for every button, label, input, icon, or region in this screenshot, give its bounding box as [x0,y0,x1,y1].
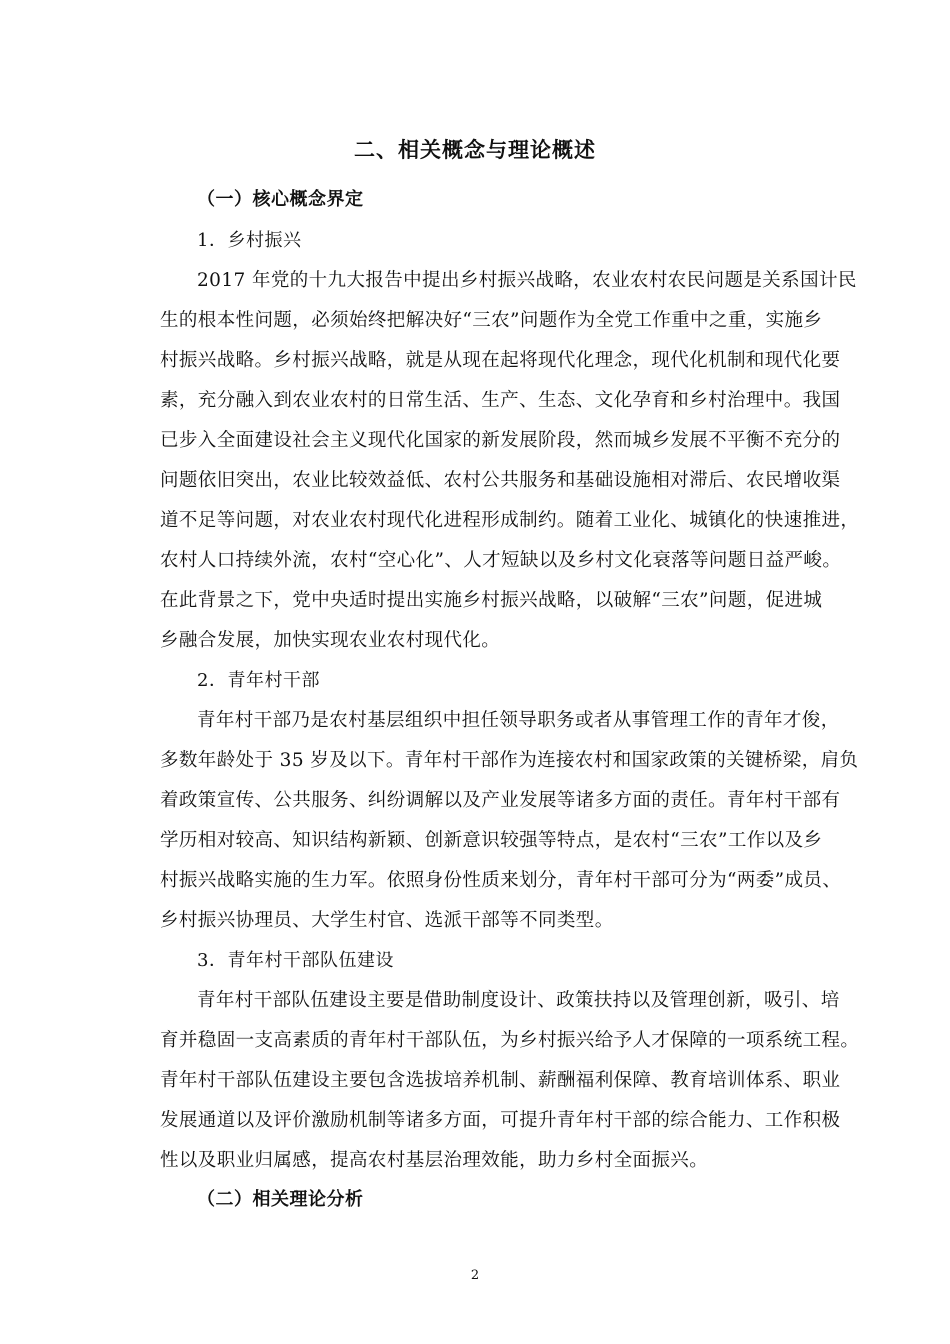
paragraph-line: 乡村振兴协理员、大学生村官、选派干部等不同类型。 [160,910,614,931]
chapter-title: 二、相关概念与理论概述 [354,138,596,162]
paragraph-line: 素，充分融入到农业农村的日常生活、生产、生态、文化孕育和乡村治理中。我国 [160,390,841,411]
paragraph-line: 村振兴战略实施的生力军。依照身份性质来划分，青年村干部可分为“两委”成员、 [160,870,842,891]
page-number: 2 [470,1268,480,1283]
paragraph-line: 生的根本性问题，必须始终把解决好“三农”问题作为全党工作重中之重，实施乡 [160,310,823,331]
paragraph-line: 发展通道以及评价激励机制等诸多方面，可提升青年村干部的综合能力、工作积极 [160,1110,841,1131]
paragraph-line: 村振兴战略。乡村振兴战略，就是从现在起将现代化理念，现代化机制和现代化要 [160,350,841,371]
paragraph-line: 道不足等问题，对农业农村现代化进程形成制约。随着工业化、城镇化的快速推进， [160,510,860,531]
paragraph-line: 青年村干部乃是农村基层组织中担任领导职务或者从事管理工作的青年才俊， [197,710,840,731]
paragraph-line: 农村人口持续外流，农村“空心化”、人才短缺以及乡村文化衰落等问题日益严峻。 [160,550,842,571]
paragraph-line: 着政策宣传、公共服务、纠纷调解以及产业发展等诸多方面的责任。青年村干部有 [160,790,841,811]
paragraph-line: 性以及职业归属感，提高农村基层治理效能，助力乡村全面振兴。 [160,1150,709,1171]
subheading-cadre-team-building: 3．青年村干部队伍建设 [197,950,394,971]
paragraph-line: 乡融合发展，加快实现农业农村现代化。 [160,630,501,651]
paragraph-line: 问题依旧突出，农业比较效益低、农村公共服务和基础设施相对滞后、农民增收渠 [160,470,841,491]
paragraph-line: 已步入全面建设社会主义现代化国家的新发展阶段，然而城乡发展不平衡不充分的 [160,430,841,451]
paragraph-line: 2017 年党的十九大报告中提出乡村振兴战略，农业农村农民问题是关系国计民 [197,270,857,291]
subheading-rural-revitalization: 1．乡村振兴 [197,230,302,251]
paragraph-line: 青年村干部队伍建设主要包含选拔培养机制、薪酬福利保障、教育培训体系、职业 [160,1070,841,1091]
paragraph-line: 育并稳固一支高素质的青年村干部队伍，为乡村振兴给予人才保障的一项系统工程。 [160,1030,860,1051]
paragraph-line: 青年村干部队伍建设主要是借助制度设计、政策扶持以及管理创新，吸引、培 [197,990,840,1011]
section-heading-theory-analysis: （二）相关理论分析 [197,1189,364,1210]
subheading-young-village-cadres: 2．青年村干部 [197,670,320,691]
section-heading-core-concepts: （一）核心概念界定 [197,189,364,210]
paragraph-line: 多数年龄处于 35 岁及以下。青年村干部作为连接农村和国家政策的关键桥梁，肩负 [160,750,859,771]
paragraph-line: 在此背景之下，党中央适时提出实施乡村振兴战略，以破解“三农”问题，促进城 [160,590,823,611]
paragraph-line: 学历相对较高、知识结构新颖、创新意识较强等特点，是农村“三农”工作以及乡 [160,830,823,851]
